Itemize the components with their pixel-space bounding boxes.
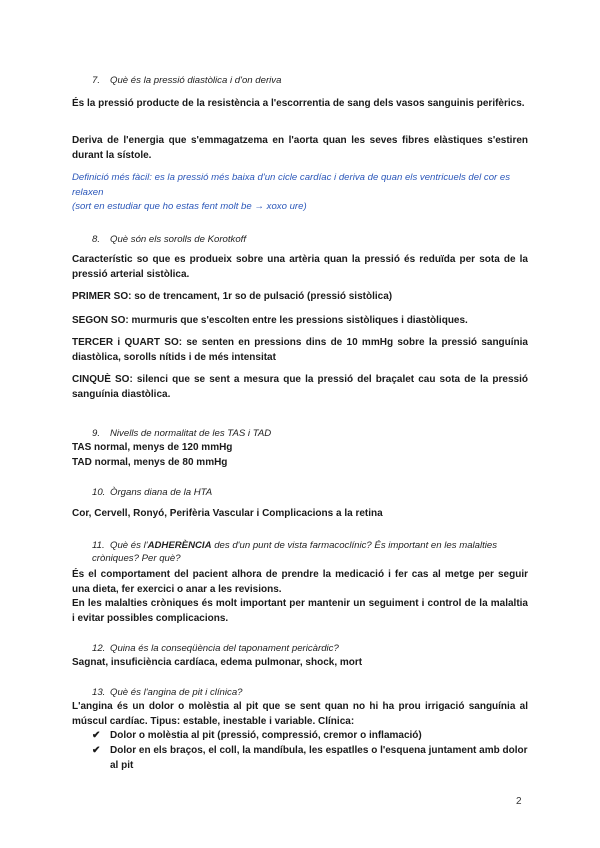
answer-9-tas: TAS normal, menys de 120 mmHg	[72, 442, 233, 453]
checklist-item-text: Dolor en els braços, el coll, la mandíbula, les espatlles o l'esquena juntament amb dolor al pit	[110, 745, 528, 771]
answer-13: L'angina és un dolor o molèstia al pit que se sent quan no hi ha prou irrigació sanguínia al múscul cardíac. Tipus: estable, inestable i variable. Clínica:	[72, 701, 528, 727]
checklist-item-text: Dolor o molèstia al pit (pressió, compressió, cremor o inflamació)	[110, 730, 422, 741]
question-emphasis: ADHERÈNCIA	[147, 540, 212, 551]
answer-7-note-2: (sort en estudiar que ho estas fent molt be → xoxo ure)	[72, 201, 307, 212]
question-number: 12.	[92, 643, 106, 654]
question-text: Què són els sorolls de Korotkoff	[110, 234, 246, 245]
question-text: Què és l'	[110, 540, 148, 551]
question-number: 11.	[92, 540, 105, 551]
answer-12: Sagnat, insuficiència cardíaca, edema pulmonar, shock, mort	[72, 657, 363, 668]
answer-9-tad: TAD normal, menys de 80 mmHg	[72, 457, 228, 468]
question-number: 7.	[92, 75, 101, 86]
answer-8-third-fourth-sound: TERCER i QUART SO: se senten en pressions dins de 10 mmHg sobre la pressió sanguínia diastòlica, sorolls nítids i de més intensitat	[72, 337, 528, 363]
question-text-continued: des d'un punt de vista farmacoclínic? És important en les malalties cròniques? Per què?	[92, 540, 498, 564]
answer-11-paragraph-1: És el comportament del pacient alhora de prendre la medicació i fer cas al metge per seguir una dieta, fer exercici o anar a les revisions.	[72, 569, 528, 595]
answer-8-fifth-sound: CINQUÈ SO: silenci que se sent a mesura que la pressió del braçalet cau sota de la pressió sanguínia diastòlica.	[72, 374, 528, 400]
question-text: Òrgans diana de la HTA	[110, 487, 213, 498]
question-12	[92, 642, 522, 655]
question-11	[92, 539, 522, 565]
answer-8-first-sound: PRIMER SO: so de trencament, 1r so de pulsació (pressió sistòlica)	[72, 291, 393, 302]
question-text: Nivells de normalitat de les TAS i TAD	[110, 428, 272, 439]
answer-7-paragraph-1: És la pressió producte de la resistència a l'escorrentia de sang dels vasos sanguinis perifèrics.	[72, 98, 525, 109]
page-number: 2	[516, 796, 522, 807]
checklist-item	[92, 744, 532, 773]
question-text: Què és l'angina de pit i clínica?	[110, 687, 243, 698]
checkmark-icon: ✔	[92, 745, 101, 756]
answer-7-paragraph-2: Deriva de l'energia que s'emmagatzema en l'aorta quan les seves fibres elàstiques s'estiren durant la sístole.	[72, 135, 528, 161]
question-text: Què és la pressió diastòlica i d'on deriva	[110, 75, 282, 86]
answer-10: Cor, Cervell, Ronyó, Perifèria Vascular i Complicacions a la retina	[72, 508, 383, 519]
question-text: Quina és la conseqüència del taponament pericàrdic?	[110, 643, 339, 654]
answer-8-paragraph-1: Característic so que es produeix sobre una artèria quan la pressió és reduïda per sota de la pressió arterial sistòlica.	[72, 254, 528, 280]
question-10	[92, 486, 522, 499]
question-number: 9.	[92, 428, 101, 439]
checkmark-icon: ✔	[92, 730, 101, 741]
question-8	[92, 233, 522, 246]
question-number: 8.	[92, 234, 101, 245]
answer-7-note: Definició més fàcil: es la pressió més baixa d'un cicle cardíac i deriva de quan els ventricuels del cor es relaxen	[72, 172, 511, 198]
question-number: 10.	[92, 487, 106, 498]
question-7	[92, 74, 522, 87]
question-9	[92, 427, 522, 440]
checklist-item	[92, 729, 532, 744]
answer-8-second-sound: SEGON SO: murmuris que s'escolten entre les pressions sistòliques i diastòliques.	[72, 315, 468, 326]
question-13	[92, 686, 522, 699]
answer-11-paragraph-2: En les malalties cròniques és molt important per mantenir un seguiment i control de la malaltia i evitar possibles complicacions.	[72, 598, 528, 624]
question-number: 13.	[92, 687, 106, 698]
